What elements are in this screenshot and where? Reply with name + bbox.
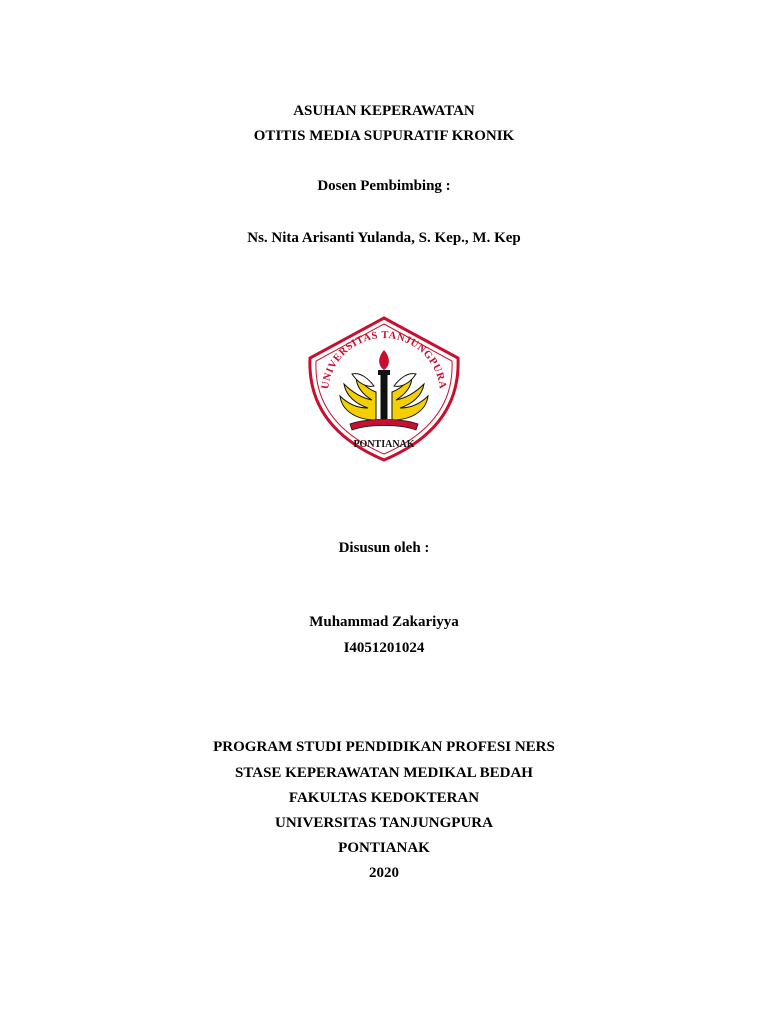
city-name: PONTIANAK [338, 840, 430, 856]
university-logo [306, 316, 462, 462]
logo-banner-text: PONTIANAK [353, 439, 415, 450]
title-line-1: ASUHAN KEPERAWATAN [293, 103, 475, 119]
title-line-2: OTITIS MEDIA SUPURATIF KRONIK [253, 128, 515, 144]
advisor-name: Ns. Nita Arisanti Yulanda, S. Kep., M. Kep [247, 230, 521, 246]
university-name: UNIVERSITAS TANJUNGPURA [275, 815, 493, 831]
advisor-label: Dosen Pembimbing : [317, 178, 451, 194]
author-label: Disusun oleh : [338, 540, 430, 556]
year: 2020 [369, 865, 399, 881]
author-name: Muhammad Zakariyya [309, 614, 459, 630]
program-name: PROGRAM STUDI PENDIDIKAN PROFESI NERS [213, 739, 555, 755]
author-id: I4051201024 [343, 640, 425, 656]
stase-name: STASE KEPERAWATAN MEDIKAL BEDAH [235, 765, 533, 781]
faculty-name: FAKULTAS KEDOKTERAN [288, 790, 480, 806]
logo-arc-text: UNIVERSITAS TANJUNGPURA [320, 329, 448, 390]
